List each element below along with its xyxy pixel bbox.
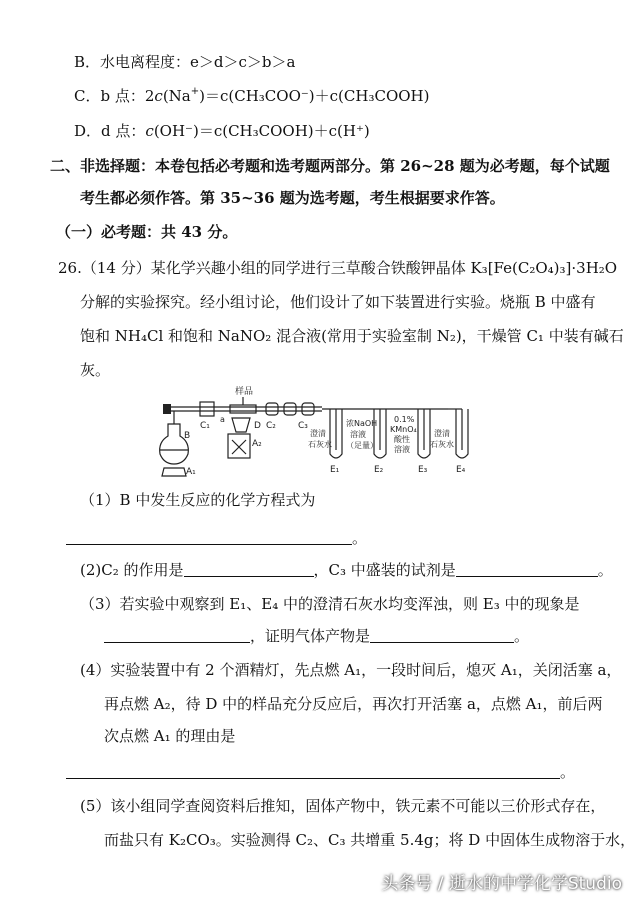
label-c2: C₂ xyxy=(266,421,276,431)
subq1-text: （1）B 中发生反应的化学方程式为 xyxy=(80,491,316,509)
subq1-end: 。 xyxy=(352,529,368,547)
subq4-line2: 再点燃 A₂，待 D 中的样品充分反应后，再次打开活塞 a，点燃 A₁，前后两 xyxy=(104,695,603,713)
label-c1: C₁ xyxy=(200,421,210,431)
subq3-end: 。 xyxy=(514,627,530,645)
label-a2: A₂ xyxy=(252,439,262,449)
subq4-answer-line xyxy=(66,762,575,782)
label-sample: 样品 xyxy=(235,387,254,397)
answer-blank-2a[interactable] xyxy=(184,562,314,577)
e3-text4: 溶液 xyxy=(394,445,410,454)
e4-text1: 澄清 xyxy=(434,429,450,438)
option-c-rest: (Na xyxy=(162,87,191,105)
section2-line2: 考生都必须作答。第 35~36 题为选考题，考生根据要求作答。 xyxy=(80,189,505,207)
answer-blank-3b[interactable] xyxy=(370,628,514,643)
label-a: a xyxy=(220,415,225,424)
answer-blank-1[interactable] xyxy=(66,530,352,545)
subq2-line xyxy=(80,560,613,580)
e2-text2: 溶液 xyxy=(350,430,366,439)
q26-line2: 分解的实验探究。经小组讨论，他们设计了如下装置进行实验。烧瓶 B 中盛有 xyxy=(80,293,596,311)
e2-text1: 浓NaOH xyxy=(346,419,378,428)
label-b: B xyxy=(184,431,191,441)
answer-blank-2b[interactable] xyxy=(456,562,598,577)
label-e3: E₃ xyxy=(418,465,428,475)
e3-text1: 0.1% xyxy=(394,415,415,424)
label-e2: E₂ xyxy=(374,465,384,475)
subq2-end: 。 xyxy=(597,561,613,579)
label-c3: C₃ xyxy=(298,421,308,431)
answer-blank-4[interactable] xyxy=(66,764,560,779)
subq4-end: 。 xyxy=(560,763,576,781)
e1-text2: 石灰水 xyxy=(308,440,332,449)
answer-blank-3a[interactable] xyxy=(104,628,250,643)
e3-text2: KMnO₄ xyxy=(390,425,417,434)
q26-line4: 灰。 xyxy=(80,361,111,379)
option-d-rest: (OH⁻)＝c(CH₃COOH)＋c(H⁺) xyxy=(153,122,370,140)
option-c-tail: )＝c(CH₃COO⁻)＋c(CH₃COOH) xyxy=(199,87,430,105)
e3-text3: 酸性 xyxy=(394,435,410,444)
subq2-part-a: (2)C₂ 的作用是 xyxy=(80,561,184,579)
subq5-line2: 而盐只有 K₂CO₃。实验测得 C₂、C₃ 共增重 5.4g；将 D 中固体生成物溶于水， xyxy=(104,831,636,849)
subq5-line1: (5）该小组同学查阅资料后推知，固体产物中，铁元素不可能以三价形式存在， xyxy=(80,797,606,815)
section2-line1: 二、非选择题：本卷包括必考题和选考题两部分。第 26~28 题为必考题，每个试题 xyxy=(50,157,610,175)
subq4-line1: (4）实验装置中有 2 个酒精灯，先点燃 A₁，一段时间后，熄灭 A₁，关闭活塞 a， xyxy=(80,661,622,679)
label-e1: E₁ xyxy=(330,465,340,475)
option-c-prefix: C．b 点：2 xyxy=(74,87,155,105)
watermark: 头条号 / 逝水的中学化学Studio xyxy=(381,874,622,894)
subq4-line3: 次点燃 A₁ 的理由是 xyxy=(104,727,236,745)
e4-text2: 石灰水 xyxy=(430,440,454,449)
option-d-prefix: D．d 点： xyxy=(74,122,146,140)
subq2-part-b: ，C₃ 中盛装的试剂是 xyxy=(313,561,456,579)
option-b: B．水电离程度：e＞d＞c＞b＞a xyxy=(74,53,296,71)
subq3-line1: （3）若实验中观察到 E₁、E₄ 中的澄清石灰水均变浑浊，则 E₃ 中的现象是 xyxy=(80,595,580,613)
label-e4: E₄ xyxy=(456,465,466,475)
e1-text1: 澄清 xyxy=(310,429,326,438)
section2-subheading: （一）必考题：共 43 分。 xyxy=(56,223,238,241)
option-c: C．b 点：2c(Na+)＝c(CH₃COO⁻)＋c(CH₃COOH) xyxy=(74,86,430,105)
q26-line3: 饱和 NH₄Cl 和饱和 NaNO₂ 混合液(常用于实验室制 N₂)，干燥管 C₁ 中装有碱石 xyxy=(80,327,624,345)
label-d: D xyxy=(254,421,261,431)
subq3-part-b: ，证明气体产物是 xyxy=(250,627,371,645)
q26-line1: 26.（14 分）某化学兴趣小组的同学进行三草酸合铁酸钾晶体 K₃[Fe(C₂O₄)₃]·3H₂O xyxy=(58,259,618,277)
e2-text3: （足量） xyxy=(346,441,378,450)
subq3-line2 xyxy=(104,626,529,646)
subq1-answer-line xyxy=(66,528,367,548)
apparatus-diagram xyxy=(150,384,490,478)
option-d: D．d 点：c(OH⁻)＝c(CH₃COOH)＋c(H⁺) xyxy=(74,122,370,140)
label-a1: A₁ xyxy=(186,467,196,477)
